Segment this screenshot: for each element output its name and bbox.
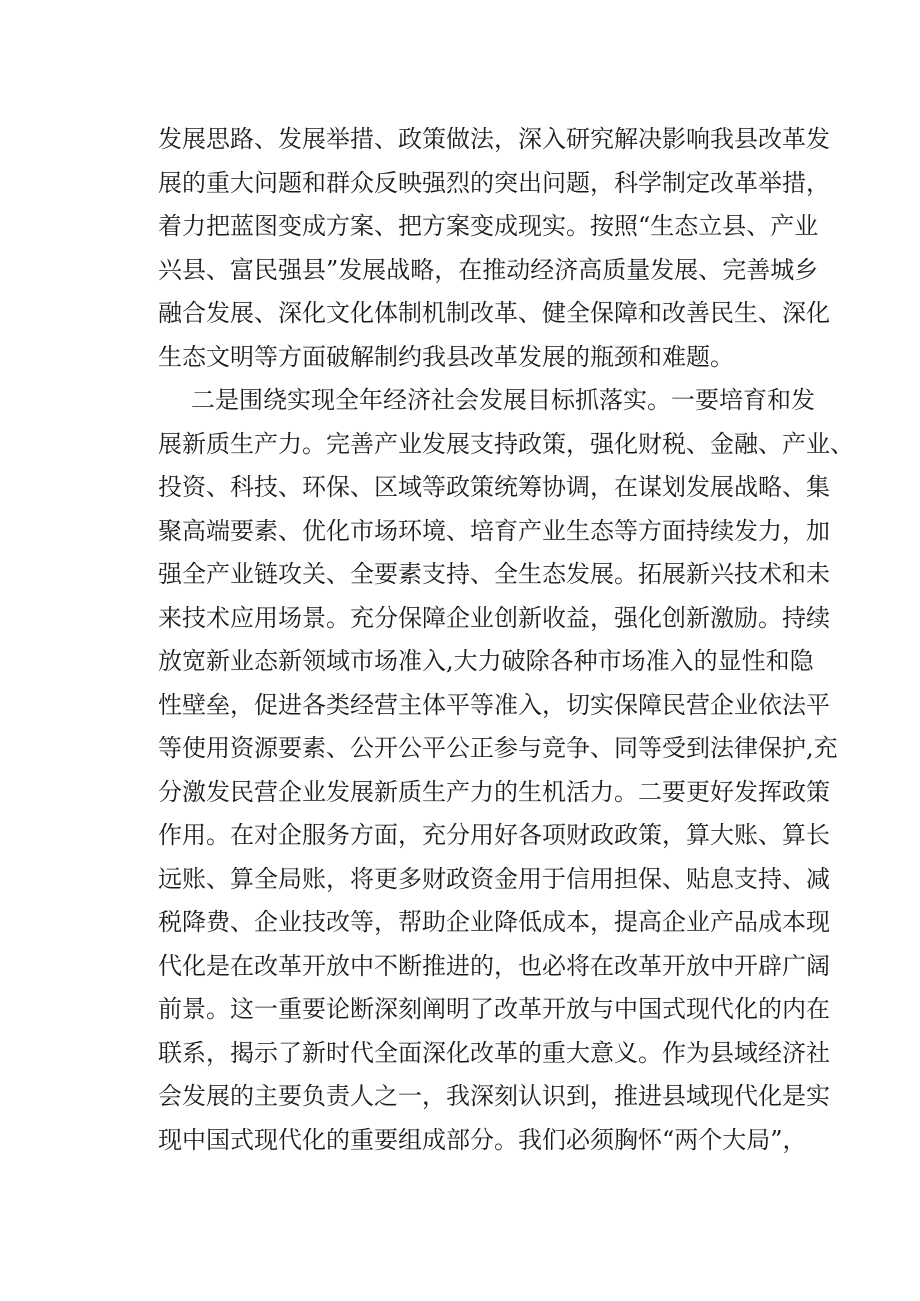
text-line: 强全产业链攻关、全要素支持、全生态发展。拓展新兴技术和未 bbox=[158, 560, 830, 588]
text-line: 来技术应用场景。充分保障企业创新收益，强化创新激励。持续 bbox=[158, 603, 830, 632]
text-line: 着力把蓝图变成方案、把方案变成现实。按照“生态立县、产业 bbox=[158, 212, 819, 240]
text-line: 发展思路、发展举措、政策做法，深入研究解决影响我县改革发 bbox=[158, 125, 830, 153]
text-line: 前景。这一重要论断深刻阐明了改革开放与中国式现代化的内在 bbox=[158, 995, 830, 1023]
text-line: 作用。在对企服务方面，充分用好各项财政政策，算大账、算长 bbox=[158, 821, 830, 849]
text-line: 性壁垒，促进各类经营主体平等准入，切实保障民营企业依法平 bbox=[158, 690, 830, 719]
text-line: 投资、科技、环保、区域等政策统筹协调，在谋划发展战略、集 bbox=[158, 473, 830, 501]
text-line: 兴县、富民强县”发展战略，在推动经济高质量发展、完善城乡 bbox=[158, 255, 819, 284]
text-line: 展的重大问题和群众反映强烈的突出问题，科学制定改革举措， bbox=[158, 168, 830, 197]
text-line: 会发展的主要负责人之一，我深刻认识到，推进县域现代化是实 bbox=[158, 1082, 830, 1110]
text-line: 现中国式现代化的重要组成部分。我们必须胸怀“两个大局”， bbox=[158, 1125, 807, 1154]
body-text bbox=[158, 118, 854, 1162]
text-line: 放宽新业态新领域市场准入,大力破除各种市场准入的显性和隐 bbox=[158, 647, 814, 675]
text-line: 税降费、企业技改等，帮助企业降低成本，提高企业产品成本现 bbox=[158, 908, 830, 936]
text-line: 生态文明等方面破解制约我县改革发展的瓶颈和难题。 bbox=[158, 342, 734, 371]
text-line: 融合发展、深化文化体制机制改革、健全保障和改善民生、深化 bbox=[158, 299, 830, 327]
text-line: 远账、算全局账，将更多财政资金用于信用担保、贴息支持、减 bbox=[158, 864, 830, 893]
text-line: 分激发民营企业发展新质生产力的生机活力。二要更好发挥政策 bbox=[158, 777, 830, 806]
paragraph-first-line: 二是围绕实现全年经济社会发展目标抓落实。一要培育和发 bbox=[191, 386, 815, 414]
text-line: 联系，揭示了新时代全面深化改革的重大意义。作为县域经济社 bbox=[158, 1038, 830, 1067]
text-line: 聚高端要素、优化市场环境、培育产业生态等方面持续发力，加 bbox=[158, 516, 830, 545]
text-line: 代化是在改革开放中不断推进的，也必将在改革开放中开辟广阔 bbox=[158, 951, 830, 980]
text-line: 展新质生产力。完善产业发展支持政策，强化财税、金融、产业、 bbox=[158, 429, 854, 458]
text-line: 等使用资源要素、公开公平公正参与竞争、同等受到法律保护,充 bbox=[158, 734, 838, 762]
